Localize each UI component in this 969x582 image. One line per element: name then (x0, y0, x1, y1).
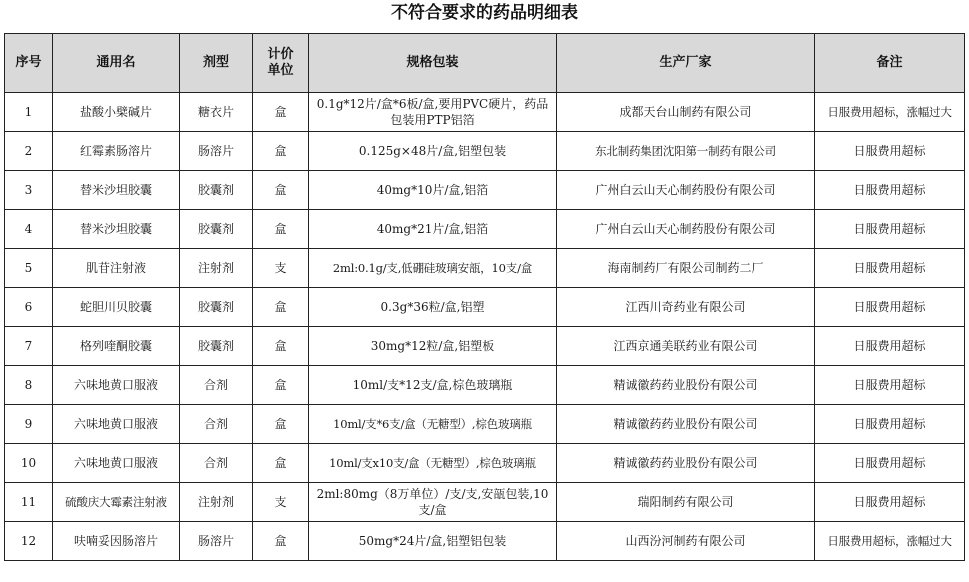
cell-seq: 9 (5, 405, 53, 444)
table-row (5, 444, 965, 483)
cell-form: 胶囊剂 (180, 327, 253, 366)
cell-spec (309, 444, 557, 483)
cell-name: 六味地黄口服液 (53, 366, 180, 405)
cell-spec (309, 93, 557, 132)
table-row (5, 93, 965, 132)
cell-spec-text: 0.1g*12片/盒*6板/盒,要用PVC硬片，药品包装用PTP铝箔 (316, 97, 549, 127)
cell-unit: 盒 (253, 327, 309, 366)
header-unit-text: 计价单位 (267, 47, 294, 78)
cell-unit: 盒 (253, 210, 309, 249)
cell-spec-text: 40mg*10片/盒,铝箔 (376, 183, 489, 197)
cell-note: 日服费用超标 (815, 249, 965, 288)
cell-maker: 广州白云山天心制药股份有限公司 (557, 210, 815, 249)
header-maker: 生产厂家 (557, 34, 815, 93)
cell-unit: 支 (253, 483, 309, 522)
cell-form: 胶囊剂 (180, 288, 253, 327)
cell-seq: 1 (5, 93, 53, 132)
cell-note: 日服费用超标 (815, 405, 965, 444)
cell-name: 六味地黄口服液 (53, 405, 180, 444)
cell-spec (309, 171, 557, 210)
header-form: 剂型 (180, 34, 253, 93)
cell-spec (309, 288, 557, 327)
cell-note: 日服费用超标，涨幅过大 (815, 522, 965, 561)
cell-seq: 11 (5, 483, 53, 522)
cell-maker: 东北制药集团沈阳第一制药有限公司 (557, 132, 815, 171)
cell-seq: 8 (5, 366, 53, 405)
header-seq: 序号 (5, 34, 53, 93)
cell-seq: 10 (5, 444, 53, 483)
cell-maker: 精诚徽药药业股份有限公司 (557, 366, 815, 405)
cell-spec (309, 366, 557, 405)
cell-form: 肠溶片 (180, 132, 253, 171)
cell-spec (309, 405, 557, 444)
drug-table (4, 33, 965, 561)
cell-unit: 盒 (253, 444, 309, 483)
cell-spec-text: 2ml:0.1g/支,低硼硅玻璃安瓿，10支/盒 (332, 261, 533, 275)
cell-name: 硫酸庆大霉素注射液 (53, 483, 180, 522)
cell-spec-text: 10ml/支x10支/盒（无糖型）,棕色玻璃瓶 (329, 456, 536, 470)
cell-name: 盐酸小檗碱片 (53, 93, 180, 132)
cell-name: 红霉素肠溶片 (53, 132, 180, 171)
cell-spec-text: 50mg*24片/盒,铝塑铝包装 (358, 534, 507, 548)
cell-form: 胶囊剂 (180, 210, 253, 249)
cell-maker: 精诚徽药药业股份有限公司 (557, 405, 815, 444)
cell-spec (309, 132, 557, 171)
cell-spec-text: 0.3g*36粒/盒,铝塑 (380, 300, 485, 314)
cell-seq: 2 (5, 132, 53, 171)
cell-unit: 支 (253, 249, 309, 288)
cell-form: 糖衣片 (180, 93, 253, 132)
cell-unit: 盒 (253, 132, 309, 171)
cell-spec-text: 0.125g×48片/盒,铝塑包装 (358, 144, 507, 158)
cell-maker: 瑞阳制药有限公司 (557, 483, 815, 522)
header-spec: 规格包装 (309, 34, 557, 93)
cell-seq: 5 (5, 249, 53, 288)
header-row (5, 34, 965, 93)
cell-name: 替米沙坦胶囊 (53, 210, 180, 249)
cell-spec (309, 327, 557, 366)
cell-spec (309, 210, 557, 249)
cell-note: 日服费用超标 (815, 288, 965, 327)
cell-name: 肌苷注射液 (53, 249, 180, 288)
header-name: 通用名 (53, 34, 180, 93)
cell-unit: 盒 (253, 171, 309, 210)
page-title: 不符合要求的药品明细表 (391, 3, 578, 23)
cell-maker: 江西川奇药业有限公司 (557, 288, 815, 327)
cell-maker: 海南制药厂有限公司制药二厂 (557, 249, 815, 288)
cell-spec-text: 2ml:80mg（8万单位）/支/支,安瓿包装,10支/盒 (316, 487, 549, 517)
cell-form: 注射剂 (180, 249, 253, 288)
cell-note: 日服费用超标，涨幅过大 (815, 93, 965, 132)
cell-maker: 成都天台山制药有限公司 (557, 93, 815, 132)
cell-seq: 6 (5, 288, 53, 327)
cell-name: 呋喃妥因肠溶片 (53, 522, 180, 561)
table-row (5, 249, 965, 288)
table-row (5, 132, 965, 171)
cell-spec-text: 30mg*12粒/盒,铝塑板 (370, 339, 495, 353)
cell-spec-text: 10ml/支*12支/盒,棕色玻璃瓶 (352, 378, 513, 392)
cell-note: 日服费用超标 (815, 171, 965, 210)
header-note: 备注 (815, 34, 965, 93)
cell-maker: 精诚徽药药业股份有限公司 (557, 444, 815, 483)
cell-seq: 4 (5, 210, 53, 249)
cell-note: 日服费用超标 (815, 210, 965, 249)
cell-form: 肠溶片 (180, 522, 253, 561)
cell-maker: 广州白云山天心制药股份有限公司 (557, 171, 815, 210)
cell-note: 日服费用超标 (815, 132, 965, 171)
cell-seq: 7 (5, 327, 53, 366)
table-row (5, 405, 965, 444)
cell-name: 格列喹酮胶囊 (53, 327, 180, 366)
cell-form: 胶囊剂 (180, 171, 253, 210)
cell-unit: 盒 (253, 93, 309, 132)
cell-note: 日服费用超标 (815, 444, 965, 483)
cell-name: 蛇胆川贝胶囊 (53, 288, 180, 327)
cell-name: 替米沙坦胶囊 (53, 171, 180, 210)
cell-form: 合剂 (180, 366, 253, 405)
cell-spec-text: 40mg*21片/盒,铝箔 (376, 222, 489, 236)
cell-spec (309, 249, 557, 288)
cell-form: 合剂 (180, 444, 253, 483)
cell-maker: 山西汾河制药有限公司 (557, 522, 815, 561)
cell-spec-text: 10ml/支*6支/盒（无糖型）,棕色玻璃瓶 (333, 417, 532, 431)
cell-spec (309, 483, 557, 522)
cell-form: 注射剂 (180, 483, 253, 522)
table-row (5, 210, 965, 249)
cell-note: 日服费用超标 (815, 366, 965, 405)
table-row (5, 483, 965, 522)
cell-maker: 江西京通美联药业有限公司 (557, 327, 815, 366)
header-unit (253, 34, 309, 93)
cell-form: 合剂 (180, 405, 253, 444)
table-row (5, 327, 965, 366)
cell-name: 六味地黄口服液 (53, 444, 180, 483)
table-row (5, 171, 965, 210)
cell-seq: 12 (5, 522, 53, 561)
cell-unit: 盒 (253, 288, 309, 327)
table-row (5, 522, 965, 561)
cell-spec (309, 522, 557, 561)
cell-seq: 3 (5, 171, 53, 210)
cell-note: 日服费用超标 (815, 327, 965, 366)
table-row (5, 288, 965, 327)
cell-unit: 盒 (253, 405, 309, 444)
cell-unit: 盒 (253, 366, 309, 405)
cell-note: 日服费用超标 (815, 483, 965, 522)
cell-unit: 盒 (253, 522, 309, 561)
table-row (5, 366, 965, 405)
